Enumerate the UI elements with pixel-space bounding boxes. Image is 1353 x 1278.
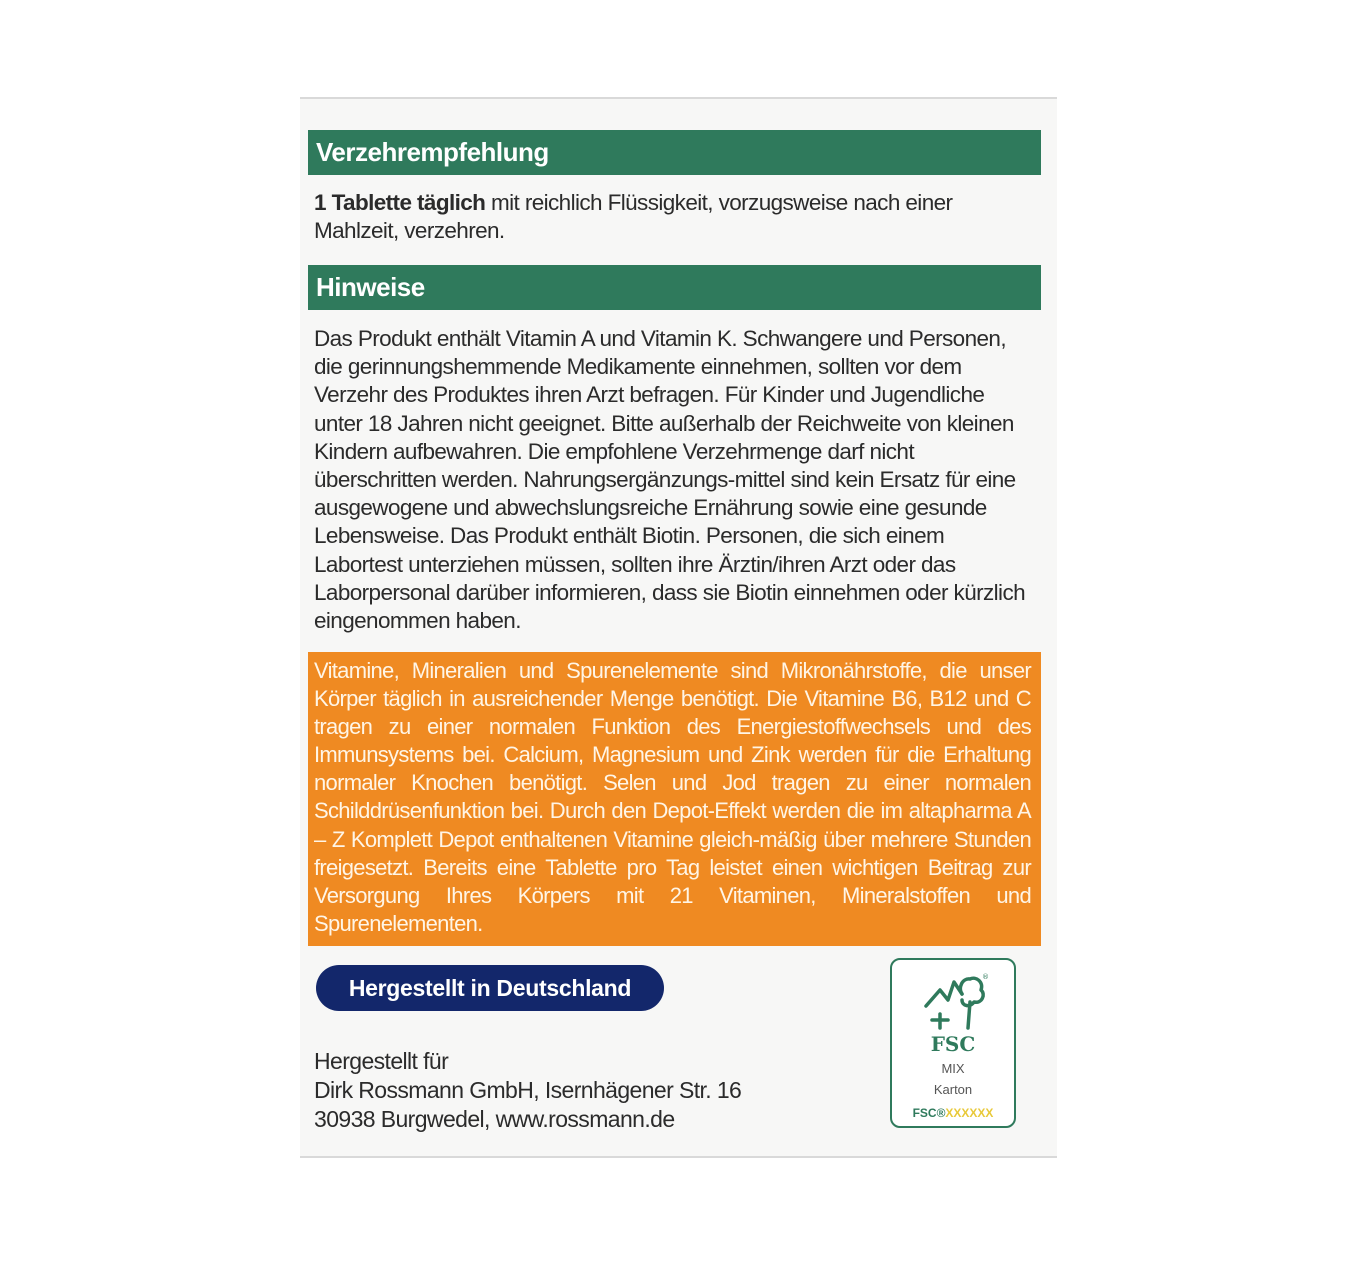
info-box: [308, 652, 1041, 946]
manufacturer-line-1: Hergestellt für: [314, 1048, 449, 1074]
package-back-panel: [300, 97, 1057, 1158]
fsc-mix: MIX: [941, 1061, 965, 1076]
usage-bold-lead: 1 Tablette täglich: [314, 190, 486, 215]
manufacturer-line-3: 30938 Burgwedel, www.rossmann.de: [314, 1106, 675, 1132]
fsc-code-prefix: FSC®: [912, 1106, 946, 1120]
info-box-text: Vitamine, Mineralien und Spurenelemente sind Mikronährstoffe, die unser Körper täglich in ausreichender Menge benötigt. Die Vitamine B6, B12 und C tragen zu einer normalen Funktion des Energiestoffwechsels und des Immunsystems bei. Calcium, Magnesium und Zink werden für die Erhaltung normaler Knochen benötigt. Selen und Jod tragen zu einer normalen Schilddrüsenfunktion bei. Durch den Depot-Effekt werden die im altapharma A – Z Komplett Depot enthaltenen Vitamine gleich-mäßig über mehrere Stunden freigesetzt. Bereits eine Tablette pro Tag leistet einen wichtigen Beitrag zur Versorgung Ihres Körpers mit 21 Vitaminen, Mineralstoffen und Spurenelementen.: [314, 658, 1031, 936]
notes-text: Das Produkt enthält Vitamin A und Vitamin K. Schwangere und Personen, die gerinnungshemmende Medikamente einnehmen, sollten vor dem Verzehr des Produktes ihren Arzt befragen. Für Kinder und Jugendliche unter 18 Jahren nicht geeignet. Bitte außerhalb der Reichweite von kleinen Kindern aufbewahren. Die empfohlene Verzehrmenge darf nicht überschritten werden. Nahrungsergänzungs-mittel sind kein Ersatz für eine ausgewogene und abwechslungsreiche Ernährung sowie eine gesunde Lebensweise. Das Produkt enthält Biotin. Personen, die sich einem Labortest unterziehen müssen, sollten ihre Ärztin/ihren Arzt oder das Laborpersonal darüber informieren, dass sie Biotin einnehmen oder kürzlich eingenommen haben.: [314, 326, 1026, 634]
svg-text:®: ®: [982, 973, 989, 981]
fsc-name: FSC: [930, 1032, 976, 1056]
usage-body: mit reichlich Flüssigkeit, vorzugsweise nach einer Mahlzeit, verzehren.: [314, 190, 953, 244]
fsc-tree-icon: [918, 970, 988, 1032]
usage-text: [314, 189, 1034, 245]
fsc-label: [890, 958, 1016, 1128]
fsc-code-value: XXXXXX: [945, 1106, 994, 1120]
manufacturer-address: [314, 1047, 741, 1134]
made-in-germany-badge: Hergestellt in Deutschland: [316, 965, 664, 1011]
fsc-code: [892, 1106, 1014, 1120]
fsc-material: Karton: [933, 1082, 973, 1097]
usage-heading: Verzehrempfehlung: [308, 130, 1041, 175]
manufacturer-line-2: Dirk Rossmann GmbH, Isernhägener Str. 16: [314, 1077, 742, 1103]
notes-heading: Hinweise: [308, 265, 1041, 310]
